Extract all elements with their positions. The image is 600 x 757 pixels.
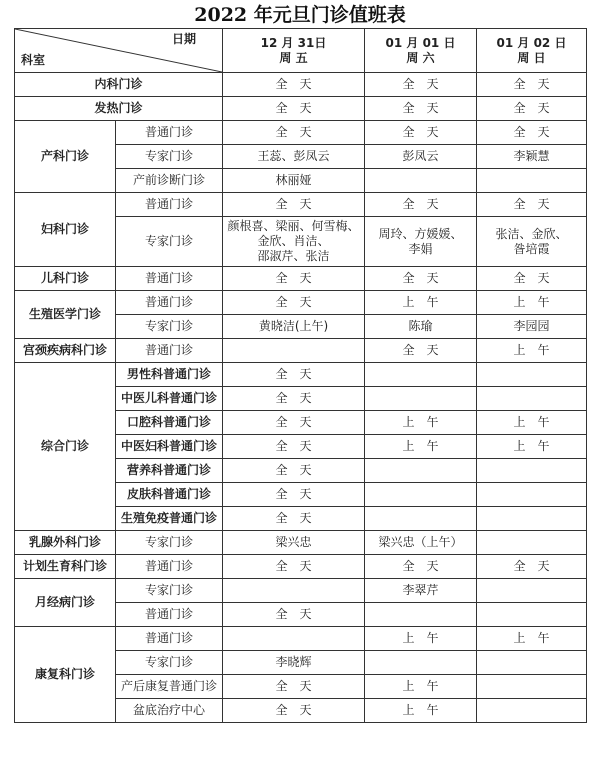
table-row <box>15 73 587 97</box>
schedule-cell <box>477 483 587 507</box>
schedule-cell: 全 天 <box>223 699 365 723</box>
sub-clinic-name: 皮肤科普通门诊 <box>116 483 223 507</box>
schedule-cell: 上 午 <box>477 435 587 459</box>
sub-clinic-name: 营养科普通门诊 <box>116 459 223 483</box>
schedule-cell: 上 午 <box>477 411 587 435</box>
table-row <box>15 97 587 121</box>
dept-name: 康复科门诊 <box>15 627 116 723</box>
date-column-2 <box>365 29 477 73</box>
schedule-cell: 全 天 <box>223 675 365 699</box>
sub-clinic-name: 普通门诊 <box>116 291 223 315</box>
table-row <box>15 121 587 145</box>
sub-clinic-name: 普通门诊 <box>116 267 223 291</box>
sub-clinic-name: 普通门诊 <box>116 603 223 627</box>
schedule-cell: 全 天 <box>223 507 365 531</box>
sub-clinic-name: 盆底治疗中心 <box>116 699 223 723</box>
sub-clinic-name: 产后康复普通门诊 <box>116 675 223 699</box>
sub-clinic-name: 专家门诊 <box>116 145 223 169</box>
schedule-cell: 上 午 <box>365 435 477 459</box>
schedule-cell: 全 天 <box>365 193 477 217</box>
schedule-cell: 上 午 <box>365 627 477 651</box>
schedule-cell <box>365 363 477 387</box>
schedule-cell <box>365 387 477 411</box>
schedule-cell: 全 天 <box>223 267 365 291</box>
table-row <box>15 531 587 555</box>
schedule-cell: 彭凤云 <box>365 145 477 169</box>
doctor-names-line: 邵淑芹、张洁 <box>257 249 330 263</box>
sub-clinic-name: 普通门诊 <box>116 193 223 217</box>
schedule-cell: 李园园 <box>477 315 587 339</box>
schedule-cell: 全 天 <box>223 387 365 411</box>
dept-name: 产科门诊 <box>15 121 116 193</box>
dept-name: 发热门诊 <box>15 97 223 121</box>
table-row <box>15 627 587 651</box>
schedule-cell: 全 天 <box>365 339 477 363</box>
schedule-cell: 李晓辉 <box>223 651 365 675</box>
sub-clinic-name: 中医儿科普通门诊 <box>116 387 223 411</box>
header-row <box>15 29 587 73</box>
table-row <box>15 363 587 387</box>
weekday-text: 周 日 <box>517 50 546 65</box>
schedule-cell: 全 天 <box>477 193 587 217</box>
schedule-cell: 上 午 <box>365 699 477 723</box>
doctor-names-line: 张洁、金欣、 <box>495 226 568 241</box>
schedule-cell: 上 午 <box>365 411 477 435</box>
schedule-cell <box>365 507 477 531</box>
schedule-cell: 陈瑜 <box>365 315 477 339</box>
schedule-cell: 全 天 <box>365 97 477 121</box>
schedule-cell <box>365 603 477 627</box>
schedule-cell: 上 午 <box>477 291 587 315</box>
date-text: 01 月 02 日 <box>496 35 567 50</box>
dept-name: 综合门诊 <box>15 363 116 531</box>
header-diagonal-cell <box>15 29 223 73</box>
page-title: 2022 年元旦门诊值班表 <box>194 4 406 26</box>
dept-name: 内科门诊 <box>15 73 223 97</box>
sub-clinic-name: 口腔科普通门诊 <box>116 411 223 435</box>
sub-clinic-name: 产前诊断门诊 <box>116 169 223 193</box>
schedule-cell <box>365 483 477 507</box>
dept-name: 月经病门诊 <box>15 579 116 627</box>
sub-clinic-name: 专家门诊 <box>116 579 223 603</box>
date-text: 12 月 31日 <box>260 35 327 50</box>
schedule-cell: 梁兴忠 <box>223 531 365 555</box>
schedule-cell: 全 天 <box>223 291 365 315</box>
sub-clinic-name: 普通门诊 <box>116 339 223 363</box>
sub-clinic-name: 专家门诊 <box>116 315 223 339</box>
schedule-cell: 李翠芹 <box>365 579 477 603</box>
table-row <box>15 267 587 291</box>
schedule-cell: 上 午 <box>477 339 587 363</box>
weekday-text: 周 六 <box>406 50 435 65</box>
table-row <box>15 291 587 315</box>
sub-clinic-name: 男性科普通门诊 <box>116 363 223 387</box>
schedule-cell: 李颖慧 <box>477 145 587 169</box>
schedule-cell: 全 天 <box>477 121 587 145</box>
schedule-cell: 全 天 <box>477 555 587 579</box>
sub-clinic-name: 专家门诊 <box>116 531 223 555</box>
doctor-names-line: 昝培霞 <box>513 241 550 256</box>
schedule-cell <box>477 579 587 603</box>
schedule-cell <box>365 459 477 483</box>
sub-clinic-name: 专家门诊 <box>116 217 223 267</box>
schedule-cell: 全 天 <box>477 73 587 97</box>
table-row <box>15 193 587 217</box>
table-row <box>15 579 587 603</box>
dept-name: 计划生育科门诊 <box>15 555 116 579</box>
schedule-cell <box>477 531 587 555</box>
header-date-label: 日期 <box>171 32 196 46</box>
sub-clinic-name: 生殖免疫普通门诊 <box>116 507 223 531</box>
dept-name: 宫颈疾病科门诊 <box>15 339 116 363</box>
schedule-cell: 全 天 <box>223 363 365 387</box>
schedule-cell: 林丽娅 <box>223 169 365 193</box>
schedule-cell <box>477 675 587 699</box>
table-row <box>15 339 587 363</box>
schedule-cell: 全 天 <box>223 603 365 627</box>
schedule-cell <box>223 217 365 267</box>
schedule-cell <box>477 507 587 531</box>
doctor-names-line: 颜根喜、梁丽、何雪梅、 <box>227 219 360 233</box>
schedule-cell <box>477 459 587 483</box>
header-dept-label: 科室 <box>21 53 46 67</box>
schedule-cell <box>477 699 587 723</box>
sub-clinic-name: 中医妇科普通门诊 <box>116 435 223 459</box>
schedule-cell: 全 天 <box>477 97 587 121</box>
schedule-cell <box>365 169 477 193</box>
schedule-cell: 全 天 <box>223 73 365 97</box>
schedule-cell: 王蕊、彭凤云 <box>223 145 365 169</box>
schedule-cell: 全 天 <box>223 411 365 435</box>
schedule-cell: 全 天 <box>223 459 365 483</box>
dept-name: 妇科门诊 <box>15 193 116 267</box>
table-row <box>15 555 587 579</box>
date-column-3 <box>477 29 587 73</box>
date-text: 01 月 01 日 <box>385 35 456 50</box>
schedule-cell: 全 天 <box>223 555 365 579</box>
schedule-cell <box>223 339 365 363</box>
schedule-cell <box>223 579 365 603</box>
schedule-cell: 全 天 <box>365 121 477 145</box>
schedule-cell: 全 天 <box>223 97 365 121</box>
weekday-text: 周 五 <box>279 50 308 65</box>
schedule-cell: 梁兴忠（上午） <box>365 531 477 555</box>
schedule-cell: 全 天 <box>223 435 365 459</box>
sub-clinic-name: 普通门诊 <box>116 627 223 651</box>
dept-name: 乳腺外科门诊 <box>15 531 116 555</box>
schedule-cell: 全 天 <box>223 121 365 145</box>
schedule-table <box>14 28 587 723</box>
schedule-cell: 全 天 <box>365 73 477 97</box>
date-column-1 <box>223 29 365 73</box>
dept-name: 儿科门诊 <box>15 267 116 291</box>
doctor-names-line: 李娟 <box>408 241 433 256</box>
schedule-cell <box>365 651 477 675</box>
schedule-cell: 全 天 <box>365 267 477 291</box>
schedule-cell <box>477 217 587 267</box>
schedule-cell <box>477 387 587 411</box>
sub-clinic-name: 普通门诊 <box>116 555 223 579</box>
schedule-cell: 全 天 <box>365 555 477 579</box>
schedule-cell: 全 天 <box>223 483 365 507</box>
sub-clinic-name: 专家门诊 <box>116 651 223 675</box>
schedule-cell: 黄晓洁(上午) <box>223 315 365 339</box>
schedule-cell <box>223 627 365 651</box>
dept-name: 生殖医学门诊 <box>15 291 116 339</box>
schedule-cell <box>477 603 587 627</box>
doctor-names-line: 周玲、方媛媛、 <box>378 226 463 241</box>
doctor-names-line: 金欣、肖洁、 <box>257 234 330 248</box>
schedule-cell <box>477 363 587 387</box>
schedule-cell: 全 天 <box>223 193 365 217</box>
sub-clinic-name: 普通门诊 <box>116 121 223 145</box>
schedule-cell <box>365 217 477 267</box>
schedule-cell: 上 午 <box>365 675 477 699</box>
schedule-cell: 全 天 <box>477 267 587 291</box>
schedule-cell <box>477 651 587 675</box>
schedule-cell: 上 午 <box>477 627 587 651</box>
schedule-cell: 上 午 <box>365 291 477 315</box>
schedule-cell <box>477 169 587 193</box>
